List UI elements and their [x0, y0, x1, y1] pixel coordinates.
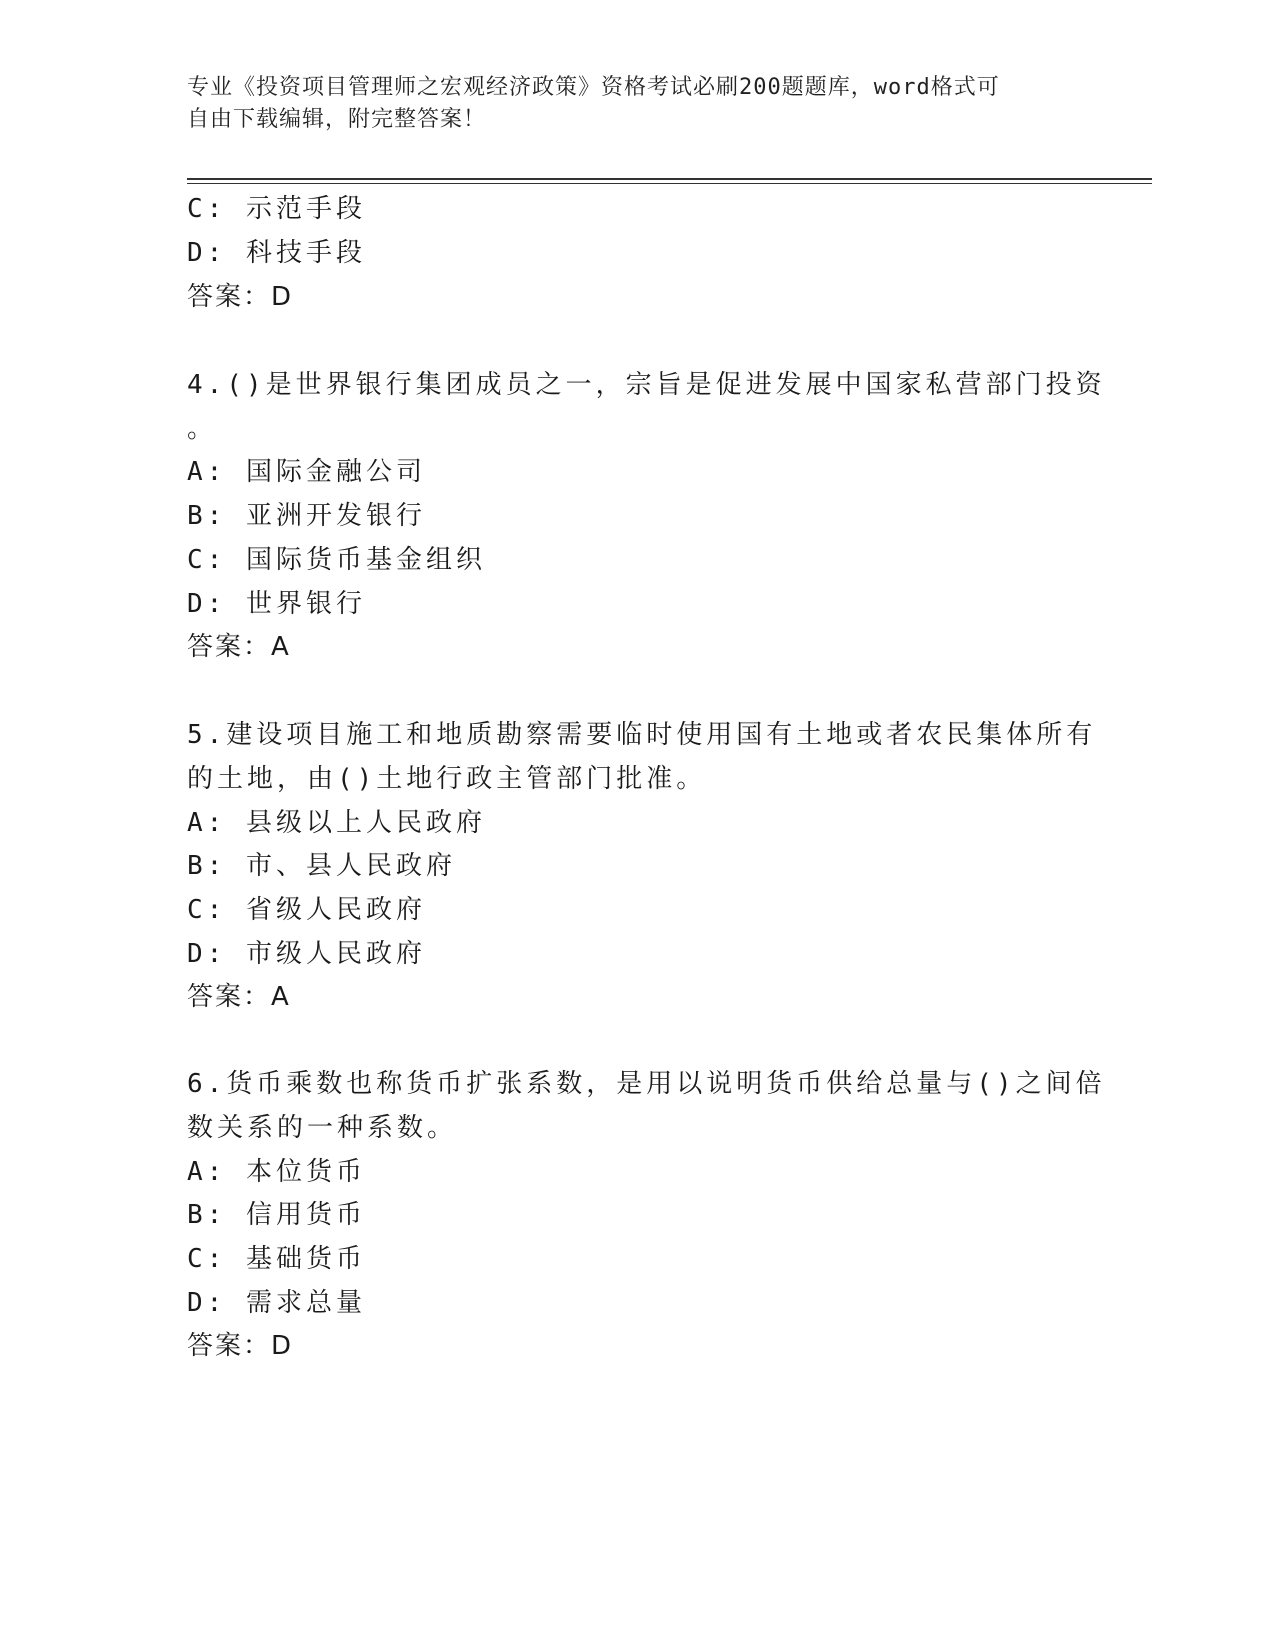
q4-stem-line-2: 。: [187, 414, 218, 444]
header-rule-thick: [187, 178, 1152, 180]
q6-option-a: A: 本位货币: [187, 1157, 366, 1187]
q3-option-d: D: 科技手段: [187, 238, 366, 268]
q4-option-d: D: 世界银行: [187, 589, 366, 619]
q5-option-a: A: 县级以上人民政府: [187, 808, 486, 838]
q5-stem-line-1: 5.建设项目施工和地质勘察需要临时使用国有土地或者农民集体所有: [187, 720, 1097, 750]
q6-answer: 答案：D: [187, 1331, 294, 1361]
q3-option-c: C: 示范手段: [187, 194, 366, 224]
q4-option-a: A: 国际金融公司: [187, 457, 426, 487]
q3-answer: 答案：D: [187, 282, 294, 312]
document-header: [187, 72, 1067, 136]
header-line-2: 自由下载编辑，附完整答案！: [187, 107, 487, 132]
q4-answer: 答案：A: [187, 632, 291, 662]
q5-option-d: D: 市级人民政府: [187, 939, 426, 969]
q5-option-c: C: 省级人民政府: [187, 895, 426, 925]
header-line-1: 专业《投资项目管理师之宏观经济政策》资格考试必刷200题题库，word格式可: [187, 75, 1000, 100]
q4-stem-line-1: 4.()是世界银行集团成员之一，宗旨是促进发展中国家私营部门投资: [187, 370, 1106, 400]
q4-option-b: B: 亚洲开发银行: [187, 501, 426, 531]
q6-stem-line-1: 6.货币乘数也称货币扩张系数，是用以说明货币供给总量与()之间倍: [187, 1069, 1106, 1099]
q6-option-b: B: 信用货币: [187, 1200, 366, 1230]
q5-stem-line-2: 的土地，由()土地行政主管部门批准。: [187, 764, 707, 794]
q5-option-b: B: 市、县人民政府: [187, 851, 456, 881]
q4-option-c: C: 国际货币基金组织: [187, 545, 486, 575]
q6-option-d: D: 需求总量: [187, 1288, 366, 1318]
q5-answer: 答案：A: [187, 982, 291, 1012]
header-rule-thin: [187, 183, 1152, 184]
q6-option-c: C: 基础货币: [187, 1244, 366, 1274]
q6-stem-line-2: 数关系的一种系数。: [187, 1113, 458, 1143]
